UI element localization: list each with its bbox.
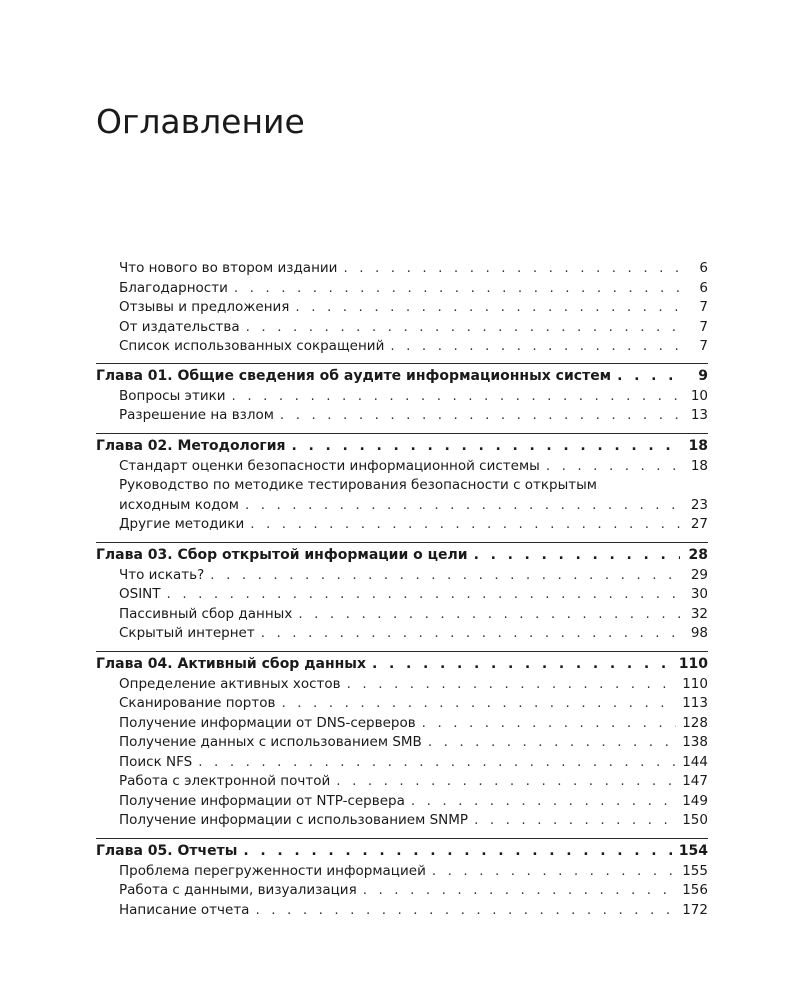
- toc-item[interactable]: [96, 694, 708, 714]
- toc-item[interactable]: [96, 881, 708, 901]
- toc-item-page: 10: [690, 387, 708, 404]
- dot-leaders: [432, 862, 676, 882]
- toc-item[interactable]: [96, 406, 708, 426]
- toc-item-title: OSINT: [119, 586, 161, 602]
- dot-leaders: [255, 901, 676, 921]
- toc-item[interactable]: [96, 585, 708, 605]
- dot-leaders: [474, 811, 676, 831]
- toc-item-page: 6: [699, 260, 708, 276]
- toc-item-page: 7: [699, 338, 708, 354]
- page-title: Оглавление: [96, 102, 305, 141]
- dot-leaders: [372, 654, 673, 675]
- dot-leaders: [428, 733, 676, 753]
- toc-item-title-continued: исходным кодом: [119, 496, 239, 513]
- dot-leaders: [617, 366, 680, 387]
- toc-item-page: 128: [682, 714, 708, 731]
- toc-item-title: Что нового во втором издании: [119, 260, 338, 276]
- toc-item[interactable]: [96, 772, 708, 792]
- toc-item[interactable]: [96, 714, 708, 734]
- toc-item-page: 98: [690, 625, 708, 641]
- toc-item-line2[interactable]: [96, 496, 708, 516]
- toc-item[interactable]: [96, 318, 708, 338]
- toc-item-page: 172: [682, 901, 708, 918]
- dot-leaders: [234, 279, 680, 299]
- toc-item-title: Что искать?: [119, 566, 205, 583]
- toc-item[interactable]: [96, 675, 708, 695]
- toc-item[interactable]: [96, 624, 708, 644]
- toc-item-title: Скрытый интернет: [119, 625, 255, 641]
- chapter-04: [96, 651, 708, 831]
- toc-item-title: Поиск NFS: [119, 753, 193, 770]
- toc-item[interactable]: [96, 901, 708, 921]
- toc-item[interactable]: [96, 753, 708, 773]
- toc-item-page: 29: [690, 566, 708, 583]
- toc-item[interactable]: [96, 457, 708, 477]
- toc-item[interactable]: [96, 811, 708, 831]
- chapter-title: Глава 02. Методология: [96, 437, 286, 454]
- toc-item-title: От издательства: [119, 318, 240, 335]
- toc-item-page: 7: [699, 299, 708, 315]
- toc-item-title: Получение информации от NTP-сервера: [119, 792, 405, 809]
- chapter-heading[interactable]: [96, 841, 708, 862]
- dot-leaders: [246, 318, 680, 338]
- chapter-02: [96, 433, 708, 535]
- dot-leaders: [546, 457, 680, 477]
- dot-leaders: [295, 298, 680, 318]
- dot-leaders: [298, 605, 680, 625]
- dot-leaders: [347, 675, 677, 695]
- toc-item[interactable]: [96, 337, 708, 357]
- chapter-heading[interactable]: [96, 366, 708, 387]
- toc-item-title: Список использованных сокращений: [119, 338, 385, 354]
- toc-item-page: 149: [682, 792, 708, 809]
- toc-item-title: Благодарности: [119, 279, 228, 296]
- dot-leaders: [250, 515, 680, 535]
- toc-item-title: Другие методики: [119, 516, 245, 532]
- dot-leaders: [343, 259, 680, 279]
- dot-leaders: [390, 337, 680, 357]
- toc-item[interactable]: [96, 566, 708, 586]
- chapter-heading[interactable]: [96, 654, 708, 675]
- toc-item[interactable]: [96, 862, 708, 882]
- toc-item-title: Руководство по методике тестирования безопасности с открытым: [119, 477, 597, 493]
- chapter-03: [96, 542, 708, 644]
- dot-leaders: [280, 406, 680, 426]
- chapter-title: Глава 04. Активный сбор данных: [96, 655, 366, 672]
- dot-leaders: [281, 694, 676, 714]
- toc-item[interactable]: [96, 733, 708, 753]
- toc-item-title: Получение информации от DNS-серверов: [119, 714, 416, 731]
- toc-item-page: 18: [690, 457, 708, 474]
- dot-leaders: [261, 624, 680, 644]
- chapter-page: 154: [678, 842, 708, 859]
- dot-leaders: [411, 792, 676, 812]
- toc-item-line1[interactable]: [96, 476, 708, 496]
- table-of-contents: [96, 259, 708, 920]
- toc-item-page: 110: [682, 675, 708, 692]
- toc-item-page: 6: [699, 279, 708, 296]
- toc-item-title: Проблема перегруженности информацией: [119, 862, 426, 879]
- toc-item-title: Определение активных хостов: [119, 675, 341, 692]
- toc-item-title: Получение информации с использованием SNMP: [119, 812, 469, 828]
- toc-item-page: 150: [682, 812, 708, 828]
- dot-leaders: [245, 496, 680, 516]
- dot-leaders: [243, 841, 672, 862]
- chapter-page: 28: [688, 546, 708, 563]
- toc-item-title: Разрешение на взлом: [119, 407, 274, 423]
- chapter-01: [96, 363, 708, 426]
- toc-item[interactable]: [96, 515, 708, 535]
- toc-item-page: 23: [690, 496, 708, 513]
- dot-leaders: [198, 753, 676, 773]
- intro-section: [96, 259, 708, 357]
- toc-item-page: 13: [690, 407, 708, 423]
- chapter-heading[interactable]: [96, 545, 708, 566]
- dot-leaders: [422, 714, 677, 734]
- toc-item-page: 147: [682, 773, 708, 789]
- toc-item-page: 144: [682, 753, 708, 770]
- chapter-title: Глава 01. Общие сведения об аудите информационных систем: [96, 367, 612, 384]
- chapter-title: Глава 03. Сбор открытой информации о цели: [96, 546, 468, 563]
- toc-item-page: 7: [699, 318, 708, 335]
- toc-item[interactable]: [96, 298, 708, 318]
- toc-item-page: 138: [682, 734, 708, 750]
- toc-item[interactable]: [96, 259, 708, 279]
- toc-item-page: 155: [682, 862, 708, 879]
- chapter-title: Глава 05. Отчеты: [96, 842, 238, 859]
- chapter-page: 18: [688, 437, 708, 454]
- toc-item-title: Отзывы и предложения: [119, 299, 290, 315]
- dot-leaders: [336, 772, 676, 792]
- toc-item-title: Получение данных с использованием SMB: [119, 734, 422, 750]
- toc-item-title: Сканирование портов: [119, 695, 276, 711]
- dot-leaders: [167, 585, 680, 605]
- toc-item-page: 156: [682, 882, 708, 898]
- dot-leaders: [363, 881, 677, 901]
- chapter-page: 110: [678, 655, 708, 672]
- chapter-page: 9: [698, 367, 708, 384]
- toc-item-title: Пассивный сбор данных: [119, 605, 293, 622]
- toc-item-page: 32: [690, 605, 708, 622]
- toc-item[interactable]: [96, 279, 708, 299]
- dot-leaders: [292, 436, 680, 457]
- chapter-heading[interactable]: [96, 436, 708, 457]
- toc-item-title: Работа с электронной почтой: [119, 773, 331, 789]
- toc-item-title: Написание отчета: [119, 901, 250, 918]
- toc-item-page: 27: [690, 516, 708, 532]
- toc-item[interactable]: [96, 792, 708, 812]
- dot-leaders: [210, 566, 680, 586]
- toc-item-title: Вопросы этики: [119, 387, 226, 404]
- toc-item-page: 113: [682, 695, 708, 711]
- dot-leaders: [474, 545, 680, 566]
- dot-leaders: [232, 387, 680, 407]
- toc-item-page: 30: [690, 586, 708, 602]
- chapter-05: [96, 838, 708, 921]
- toc-item[interactable]: [96, 387, 708, 407]
- toc-item-title: Стандарт оценки безопасности информационной системы: [119, 457, 540, 474]
- toc-item[interactable]: [96, 605, 708, 625]
- toc-item-title: Работа с данными, визуализация: [119, 882, 357, 898]
